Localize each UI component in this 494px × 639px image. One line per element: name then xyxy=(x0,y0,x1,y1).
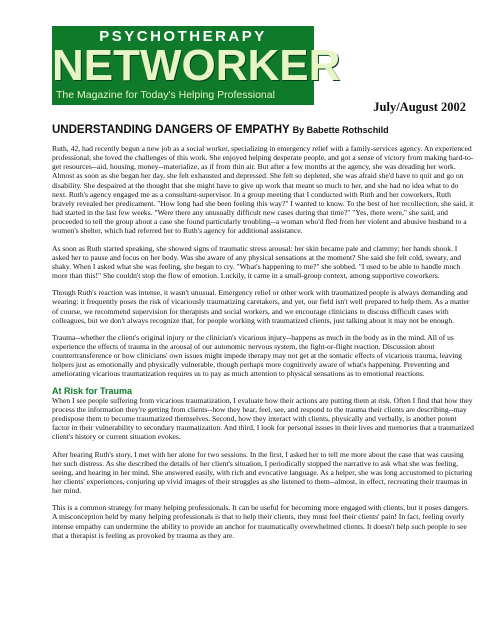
masthead-tagline: The Magazine for Today's Helping Professional xyxy=(56,89,275,101)
issue-date: July/August 2002 xyxy=(373,100,466,114)
paragraph: After hearing Ruth's story, I met with her alone for two sessions. In the first, I asked her to tell me more about the case that was causing her such distress. As she described the details of her client's situation, I periodically stopped the narrative to ask what she was feeling, seeing, and hearing in her mind. She answered easily, with rich and evocative language. As a helper, she was long accustomed to picturing her clients' experiences, conjuring up vivid images of their struggles as she listened to them--almost, in effect, recreating their traumas in her mind. xyxy=(52,449,473,496)
paragraph: As soon as Ruth started speaking, she showed signs of traumatic stress arousal: her skin became pale and clammy; her hands shook. I asked her to pause and focus on her body. Was she aware of any physical sensations at the moment? She said she felt cold, sweaty, and shaky. When I asked what she was feeling, she began to cry. "What's happening to me?" she sobbed. "I used to be able to handle much more than this!" She couldn't stop the flow of emotion. Luckily, it came in a small-group context, among supportive coworkers. xyxy=(52,243,462,281)
paragraph: Trauma--whether the client's original injury or the clinician's vicarious injury--happens as much in the body as in the mind. All of us experience the effects of trauma in the arousal of our autonomic nervous system, the fight-or-flight reaction. Discussion about countertransference or how clinicians' own issues might impede therapy may not get at the somatic effects of vicarious trauma, leaving helpers just as emotionally and physically vulnerable, though perhaps more cognitively aware of what's happening. Preventing and ameliorating vicarious traumatization requires us to pay as much attention to physical sensations as to emotional reactions. xyxy=(52,332,462,379)
article-byline: By Babette Rothschild xyxy=(292,125,389,135)
article-body xyxy=(52,144,474,548)
paragraph: This is a common strategy for many helping professionals. It can be useful for becoming more engaged with clients, but it poses dangers. A misconception held by many helping professionals is that to help their clients, they must feel their clients' pain! In fact, feeling overly intense empathy can undermine the ability to provide an anchor for traumatically overwhelmed clients. It doesn't help such people to see that a therapist is feeling as provoked by trauma as they are. xyxy=(52,503,469,540)
masthead-kicker: PSYCHOTHERAPY xyxy=(99,28,267,45)
article-headline xyxy=(52,124,472,136)
paragraph: Though Ruth's reaction was intense, it wasn't unusual. Emergency relief or other work with traumatized people is always demanding and wearing: it frequently poses the risk of vicariously traumatizing caretakers, and yet, our field isn't well prepared to help them. As a matter of course, we recommend supervision for therapists and social workers, and we encourage clinicians to discuss difficult cases with colleagues, but we don't always recognize that, for people working with traumatized clients, just talking about it may not be enough. xyxy=(52,288,470,325)
masthead-brand: NETWORKER xyxy=(52,41,341,90)
paragraph: When I see people suffering from vicarious traumatization, I evaluate how their actions are putting them at risk. Often I find that how they process the information they're getting from clients--how they hear, feel, see, and respond to the trauma their clients are describing--may predispose them to become traumatized themselves. Second, how they interact with clients, physically and verbally, is another potent factor in their vulnerability to secondary traumatization. And third, I look for personal issues in their lives and memories that a traumatized client's history or current situation evokes. xyxy=(52,395,474,442)
article-title: UNDERSTANDING DANGERS OF EMPATHY xyxy=(52,124,290,136)
section-heading: At Risk for Trauma xyxy=(52,385,133,396)
masthead xyxy=(52,26,341,105)
paragraph: Ruth, 42, had recently begun a new job as a social worker, specializing in emergency relief with a family-services agency. An experienced professional, she loved the challenges of this work. She enjoyed helping desperate people, and got a sense of victory from making hard-to-get resources--aid, housing, money--materialize, as if from thin air. But after a few months at the agency, she was dreading her work. Almost as soon as she began her day, she felt exhausted and depressed. She felt so depleted, she was afraid she'd have to quit and go on disability. She despaired at the thought that she might have to give up work that meant so much to her, and she had no idea what to do next. Ruth's agency engaged me as a consultant-supervisor. In a group meeting that I conducted with Ruth and her coworkers, Ruth bravely revealed her predicament. "How long had she been feeling this way?" I wanted to know. To the best of her recollection, she said, it had started in the last few weeks. "Were there any unusually difficult new cases during that time?" "Yes, there were," she said, and proceeded to tell the group about a case she found particularly troubling--a woman who'd fled from her violent and abusive husband to a women's shelter, which had referred her to Ruth's agency for additional assistance. xyxy=(52,144,474,236)
